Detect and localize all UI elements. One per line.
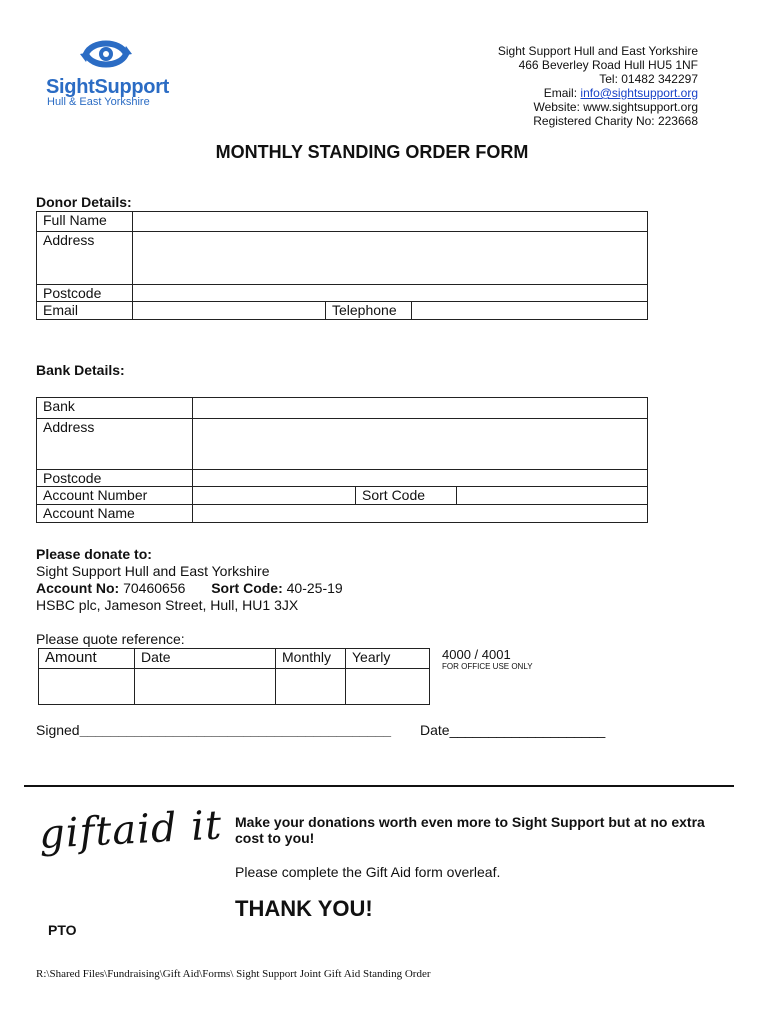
reference-table [38,648,430,705]
date-line [420,722,605,738]
monthly-column-header: Monthly [276,649,346,669]
giftaid-note: Please complete the Gift Aid form overleaf. [235,864,501,880]
account-name-label: Account Name [37,505,193,523]
bank-details-heading: Bank Details: [36,362,125,378]
giftaid-logo: giftaid it [38,802,224,858]
signature-line [36,722,391,738]
account-number-label: Account Number [37,487,193,505]
org-website: Website: www.sightsupport.org [533,100,698,114]
reference-label: Please quote reference: [36,631,185,647]
page-title: MONTHLY STANDING ORDER FORM [215,142,529,162]
bank-name-label: Bank [37,398,193,419]
donor-address-label: Address [37,232,133,285]
donor-full-name-field[interactable] [133,212,648,232]
donate-account-line [36,580,343,597]
donor-telephone-label: Telephone [326,302,412,320]
date-signed-field[interactable]: ____________________ [449,722,606,738]
signed-label: Signed [36,722,80,738]
amount-column-header: Amount [39,649,135,669]
yearly-checkbox-field[interactable] [346,669,430,705]
date-field[interactable] [135,669,276,705]
donate-to-block [36,546,343,614]
section-divider [24,785,734,787]
account-number-field[interactable] [193,487,356,505]
donor-full-name-label: Full Name [37,212,133,232]
date-label: Date [420,722,450,738]
org-email-link[interactable]: info@sightsupport.org [580,86,698,100]
org-charity-number: Registered Charity No: 223668 [533,114,698,128]
org-email-line [498,86,698,100]
donate-payee: Sight Support Hull and East Yorkshire [36,563,270,579]
account-no-value: 70460656 [123,580,186,596]
donor-email-field[interactable] [133,302,326,320]
bank-details-table [36,397,648,523]
donate-sort-code-label: Sort Code: [211,580,283,596]
bank-address-field[interactable] [193,419,648,470]
yearly-column-header: Yearly [346,649,430,669]
donor-details-table [36,211,648,320]
logo-name: SightSupport [46,76,170,98]
organisation-contact-block [498,44,698,128]
donor-email-label: Email [37,302,133,320]
monthly-checkbox-field[interactable] [276,669,346,705]
bank-address-label: Address [37,419,193,470]
sight-support-logo-icon [80,34,132,74]
donate-sort-code-value: 40-25-19 [286,580,343,596]
org-telephone: Tel: 01482 342297 [599,72,698,86]
donor-postcode-field[interactable] [133,285,648,302]
account-name-field[interactable] [193,505,648,523]
thank-you-heading: THANK YOU! [235,896,373,921]
donate-bank-address: HSBC plc, Jameson Street, Hull, HU1 3JX [36,597,299,613]
footer-file-path: R:\Shared Files\Fundraising\Gift Aid\Forms\ Sight Support Joint Gift Aid Standing Order [36,968,431,980]
sort-code-label: Sort Code [356,487,457,505]
org-address: 466 Beverley Road Hull HU5 1NF [518,58,698,72]
bank-name-field[interactable] [193,398,648,419]
signed-field[interactable]: ________________________________________ [79,722,392,738]
amount-field[interactable] [39,669,135,705]
giftaid-message: Make your donations worth even more to Sight Support but at no extra cost to you! [235,814,705,846]
donor-details-heading: Donor Details: [36,194,132,210]
office-use-note: FOR OFFICE USE ONLY [442,662,533,671]
logo-subtitle: Hull & East Yorkshire [47,96,150,108]
sort-code-field[interactable] [457,487,648,505]
org-email-prefix: Email: [543,86,581,100]
account-no-label: Account No: [36,580,120,596]
bank-postcode-label: Postcode [37,470,193,487]
org-name: Sight Support Hull and East Yorkshire [497,44,698,58]
donor-address-field[interactable] [133,232,648,285]
donor-postcode-label: Postcode [37,285,133,302]
date-column-header: Date [135,649,276,669]
donate-heading: Please donate to: [36,546,152,562]
pto-label: PTO [48,922,77,938]
bank-postcode-field[interactable] [193,470,648,487]
donor-telephone-field[interactable] [412,302,648,320]
office-reference-code: 4000 / 4001 [442,647,511,662]
